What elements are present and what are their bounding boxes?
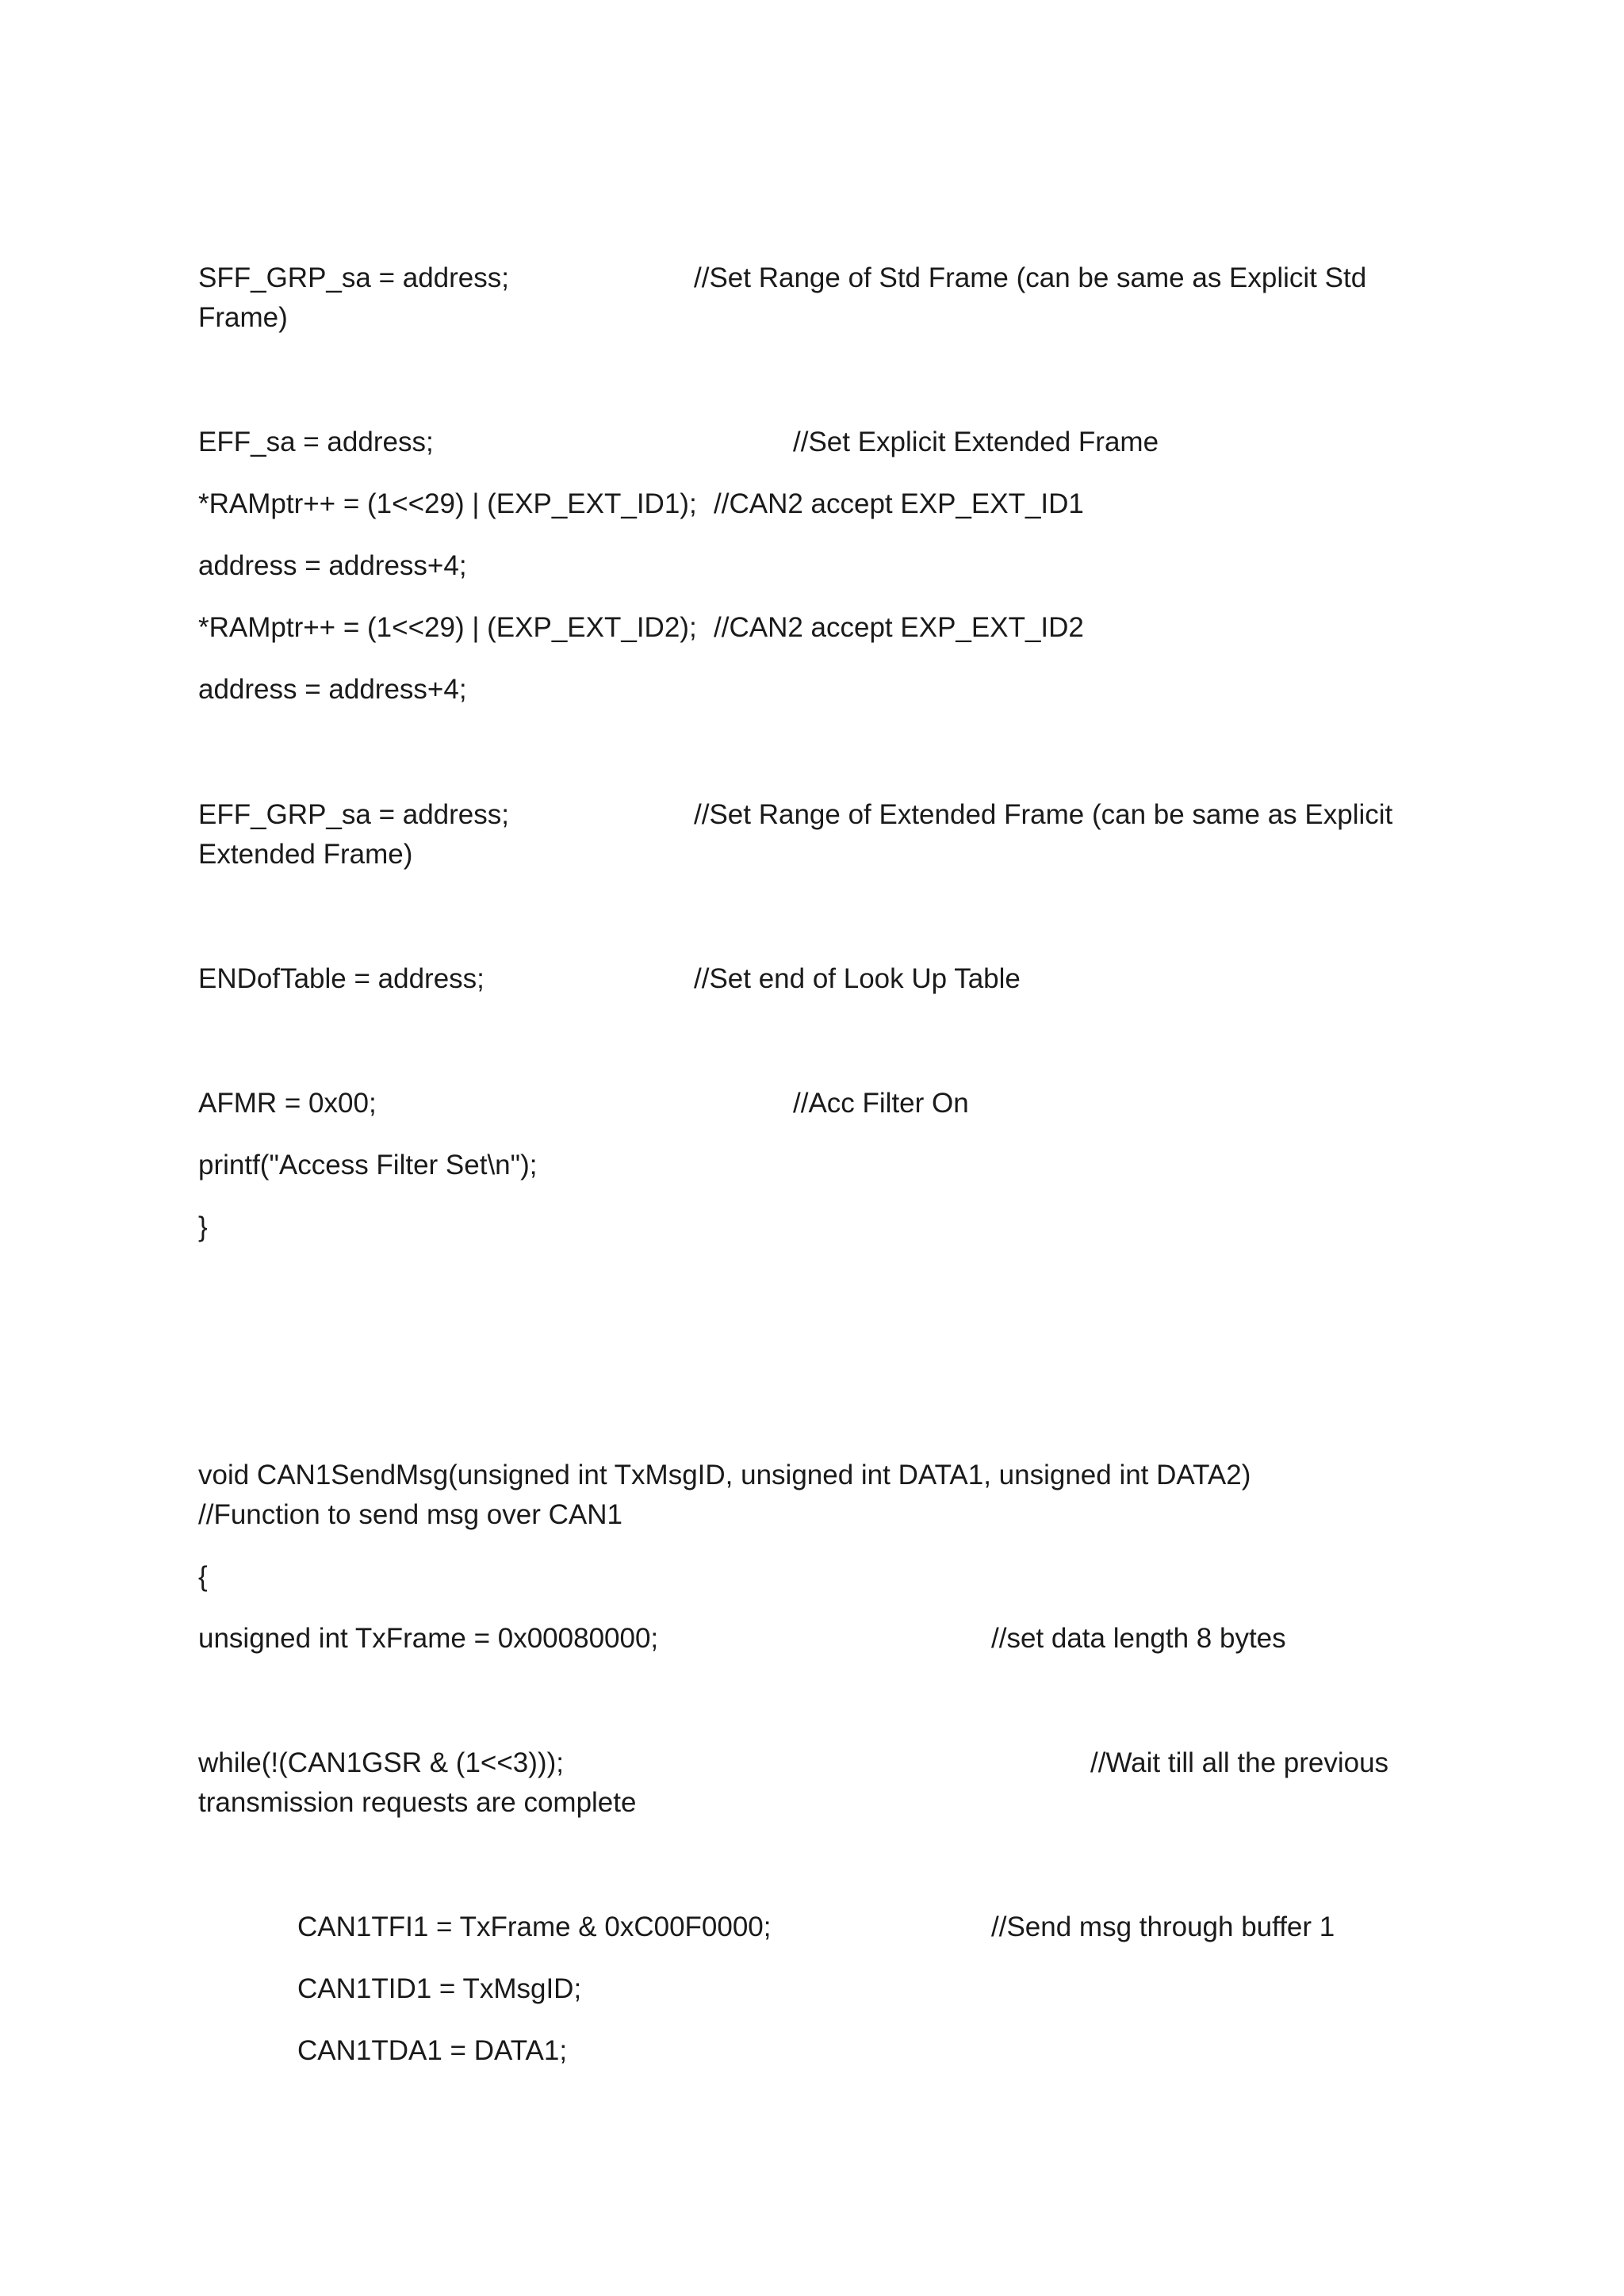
code-line: while(!(CAN1GSR & (1<<3))); [198,1747,564,1778]
code-line: *RAMptr++ = (1<<29) | (EXP_EXT_ID1); [198,488,697,519]
code-line: { [198,1561,208,1592]
code-line: printf("Access Filter Set\n"); [198,1150,538,1181]
code-line: CAN1TFI1 = TxFrame & 0xC00F0000; [297,1911,772,1942]
code-line: AFMR = 0x00; [198,1088,377,1119]
code-line: EFF_GRP_sa = address; [198,799,509,830]
code-comment-continuation: Extended Frame) [198,839,413,870]
code-comment: //Set Range of Std Frame (can be same as Explicit Std [694,262,1367,293]
code-comment: //Send msg through buffer 1 [991,1911,1335,1942]
code-line: address = address+4; [198,674,467,705]
code-line: address = address+4; [198,550,467,581]
code-comment-continuation: transmission requests are complete [198,1787,637,1818]
code-line: } [198,1211,208,1242]
code-comment: //CAN2 accept EXP_EXT_ID1 [714,488,1084,519]
code-line: unsigned int TxFrame = 0x00080000; [198,1623,659,1654]
code-comment: //CAN2 accept EXP_EXT_ID2 [714,612,1084,643]
code-comment: //Set Range of Extended Frame (can be same as Explicit [694,799,1393,830]
code-comment: //Set Explicit Extended Frame [793,427,1159,457]
code-line: *RAMptr++ = (1<<29) | (EXP_EXT_ID2); [198,612,697,643]
code-line: EFF_sa = address; [198,427,434,457]
code-comment: //Wait till all the previous [1090,1747,1389,1778]
code-comment: //Acc Filter On [793,1088,969,1119]
code-line: CAN1TDA1 = DATA1; [297,2035,568,2066]
code-line: ENDofTable = address; [198,963,485,994]
code-comment: //Set end of Look Up Table [694,963,1021,994]
code-comment: //set data length 8 bytes [991,1623,1286,1654]
code-comment-continuation: Frame) [198,302,288,333]
code-line: CAN1TID1 = TxMsgID; [297,1973,582,2004]
code-line: SFF_GRP_sa = address; [198,262,509,293]
function-signature: void CAN1SendMsg(unsigned int TxMsgID, unsigned int DATA1, unsigned int DATA2) [198,1460,1251,1490]
code-comment-continuation: //Function to send msg over CAN1 [198,1499,622,1530]
